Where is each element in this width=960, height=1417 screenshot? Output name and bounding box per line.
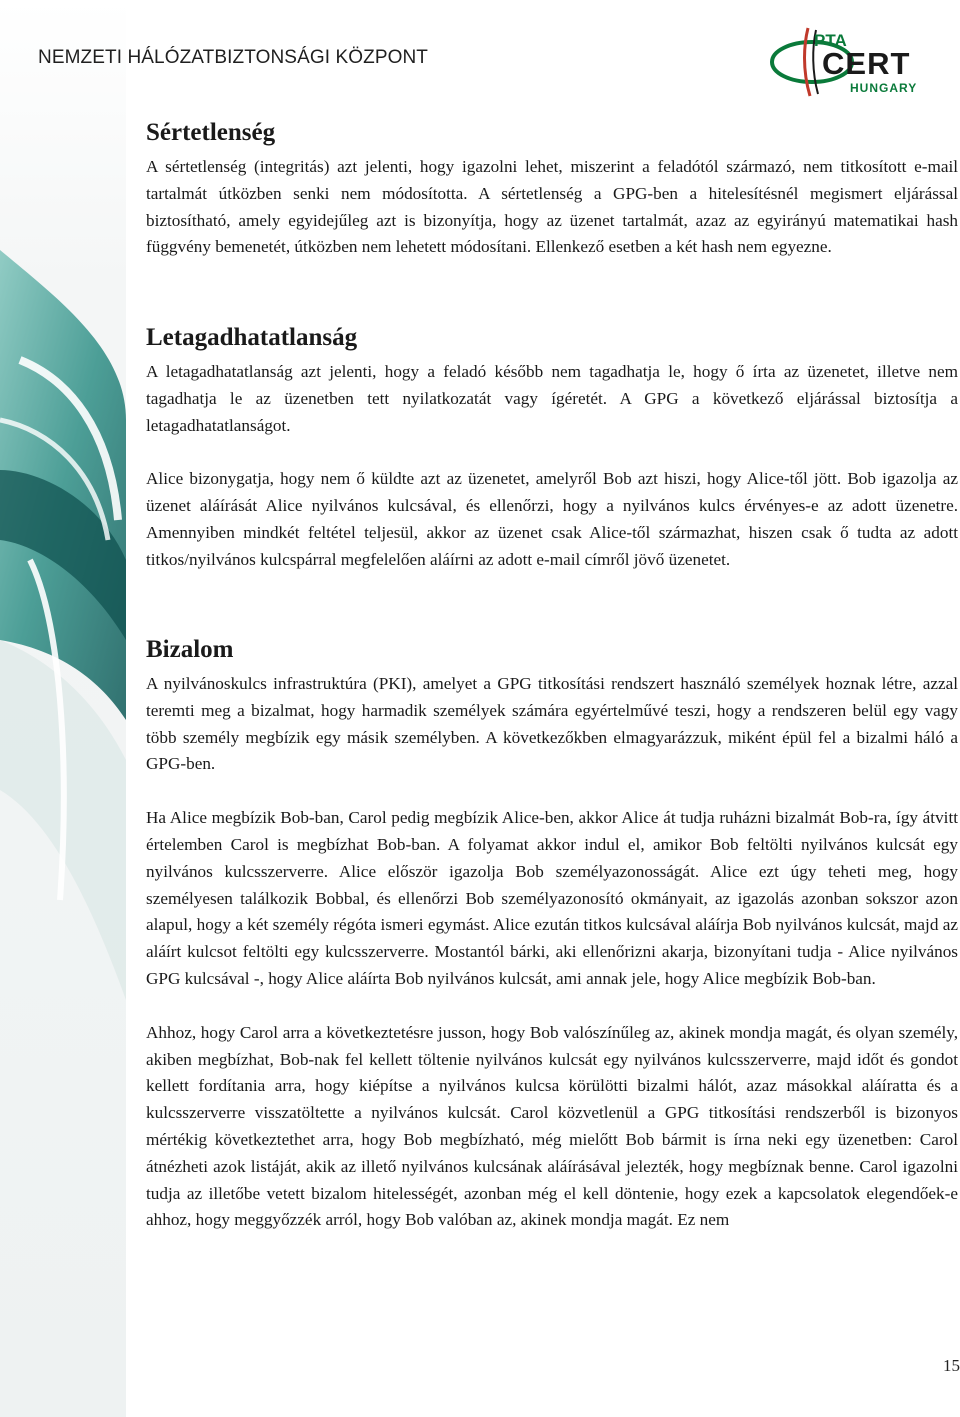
- page-number: 15: [943, 1356, 960, 1375]
- svg-text:CERT: CERT: [822, 46, 911, 81]
- paragraph: Alice bizonygatja, hogy nem ő küldte azt az üzenetet, amelyről Bob azt hiszi, hogy Alice-től jött. Bob igazolja az üzenet aláírását Alice nyilvános kulcsával, és ellenőrzi, hogy a nyilvános kulcs érvényes-e az adott üzenetre. Amennyiben mindkét feltétel teljesül, akkor az üzenet csak Alice-től származhat, hiszen csak ő tudta az adott titkos/nyilvános kulcspárral megfelelően aláírni az adott e-mail címről jövő üzenetet.: [146, 469, 958, 569]
- svg-text:PTA: PTA: [814, 31, 847, 50]
- section-sertetlenseg: [146, 112, 958, 261]
- paragraph: A letagadhatatlanság azt jelenti, hogy a feladó később nem tagadhatja le, hogy ő írta az üzenetet, illetve nem tagadhatja le az üzenetben tett nyilatkozatát vagy ígéretét. A GPG a következő eljárással biztosítja a letagadhatatlanságot.: [146, 362, 958, 435]
- paragraph: Ahhoz, hogy Carol arra a következtetésre jusson, hogy Bob valószínűleg az, akinek mondja magát, és olyan személy, akiben megbízhat, Bob-nak fel kellett töltenie nyilvános kulcsát egy nyilvános kulcsszerverre, majd időt és gondot kellett fordítania arra, hogy kiépítse a nyilvános kulcsa körülötti bizalmi hálót, azaz másokkal aláíratta és a kulcsszerverre visszatöltette a nyilvános kulcsát. Carol közvetlenül a GPG titkosítási rendszerből is bizonyos mértékig következtethet arra, hogy Bob megbízható, még mielőtt Bob bármit is írna neki egy üzenetben: Carol átnézheti azok listáját, akik az illető nyilvános kulcsának aláírásával jelezték, hogy megbíznak benne. Carol igazolni tudja az illetőbe vetett bizalom hitelességét, azonban még el kell döntenie, hogy ezek a kapcsolatok elegendőek-e ahhoz, hogy meggyőzzék arról, hogy Bob valóban az, akinek mondja magát. Ez nem: [146, 1022, 958, 1230]
- section-heading: Letagadhatatlanság: [146, 324, 358, 351]
- section-letagadhatatlansag: [146, 317, 958, 574]
- svg-text:HUNGARY: HUNGARY: [850, 81, 918, 95]
- organization-name: NEMZETI HÁLÓZATBIZTONSÁGI KÖZPONT: [38, 47, 429, 68]
- section-heading: Bizalom: [146, 636, 234, 663]
- paragraph: A nyilvánoskulcs infrastruktúra (PKI), amelyet a GPG titkosítási rendszert használó személyek hoznak létre, azzal teremti meg a bizalmat, hogy harmadik személyek számára egyértelművé teszi, hogy a rendszeren belül egy vagy több személy megbízik egy másik személyben. A következőkben elmagyarázzuk, miként épül fel a bizalmi háló a GPG-ben.: [146, 674, 958, 774]
- swirl-decoration-icon: [0, 0, 126, 1417]
- section-bizalom: [146, 629, 958, 1234]
- logo-icon: [768, 24, 954, 98]
- pta-cert-hungary-logo: [768, 24, 954, 98]
- paragraph: A sértetlenség (integritás) azt jelenti, hogy igazolni lehet, miszerint a feladótól származó, nem titkosított e-mail tartalmát útközben senki nem módosította. A sértetlenség a GPG-ben a hitelesítésnél megismert eljárással biztosítható, amely egyidejűleg azt is bizonyítja, hogy az üzenet tartalmát, azaz az egyirányú matematikai hash függvény bemenetét, útközben nem lehetett módosítani. Ellenkező esetben a két hash nem egyezne.: [146, 157, 958, 257]
- decorative-side-strip: [0, 0, 126, 1417]
- paragraph: Ha Alice megbízik Bob-ban, Carol pedig megbízik Alice-ben, akkor Alice át tudja ruházni bizalmát Bob-ra, így átvitt értelemben Carol is megbízhat Bob-ban. A folyamat akkor indul el, amikor Bob feltölti nyilvános kulcsát egy nyilvános kulcsszerverre. Alice először igazolja Bob személyazonosságát. Alice ezt úgy teheti meg, hogy személyesen találkozik Bobbal, és ellenőrzi Bob személyazonosító okmányait, az igazolás azonban sokszor azon alapul, hogy a két személy régóta ismeri egymást. Alice ezután titkos kulcsával aláírja Bob nyilvános kulcsát, majd az aláírt kulcsot feltölti egy kulcsszerverre. Mostantól bárki, aki ellenőrizni akarja, bizonyítani tudja - Alice nyilvános GPG kulcsával -, hogy Alice aláírta Bob nyilvános kulcsát, ami annak jele, hogy Alice megbízik Bob-ban.: [146, 808, 958, 988]
- section-heading: Sértetlenség: [146, 119, 276, 146]
